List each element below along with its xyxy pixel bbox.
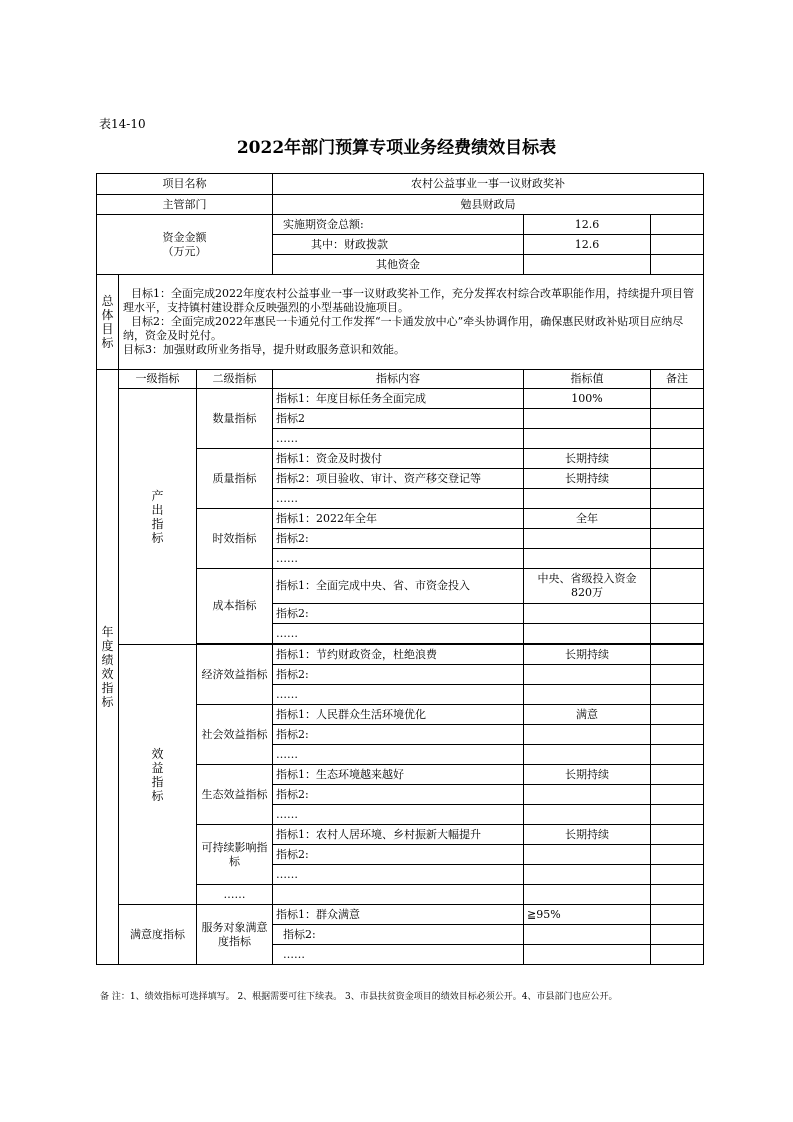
economic-value-1: 长期持续 — [524, 645, 651, 665]
quantity-indicator: 数量指标 — [197, 389, 273, 449]
cost-item-1: 指标1：全面完成中央、省、市资金投入 — [273, 569, 524, 604]
total-fund-label: 实施期资金总额: — [273, 215, 524, 235]
fund-label: 资金金额 — [162, 230, 207, 244]
project-name-value: 农村公益事业一事一议财政奖补 — [273, 174, 704, 195]
social-ellipsis: …… — [273, 745, 524, 765]
goal-1: 目标1：全面完成2022年度农村公益事业一事一议财政奖补工作，充分发挥农村综合改革职能作用，持续提升项目管理水平，支持镇村建设群众反映强烈的小型基础设施项目。 — [123, 287, 694, 314]
timeliness-item-1: 指标1：2022年全年 — [273, 509, 524, 529]
sustainable-item-1: 指标1：农村人居环境、乡村振新大幅提升 — [273, 825, 524, 845]
fiscal-fund-label: 其中：财政拨款 — [273, 235, 524, 255]
sustainable-item-2: 指标2: — [273, 845, 524, 865]
ecological-item-2: 指标2: — [273, 785, 524, 805]
quantity-item-1: 指标1：年度目标任务全面完成 — [273, 389, 524, 409]
social-value-1: 满意 — [524, 705, 651, 725]
quality-value-1: 长期持续 — [524, 449, 651, 469]
social-item-2: 指标2: — [273, 725, 524, 745]
col-value: 指标值 — [524, 370, 651, 389]
cost-value-1: 中央、省级投入资金820万 — [524, 569, 651, 604]
timeliness-indicator: 时效指标 — [197, 509, 273, 569]
document-number: 表14-10 — [99, 117, 146, 131]
ecological-indicator: 生态效益指标 — [197, 765, 273, 825]
quantity-item-2: 指标2 — [273, 409, 524, 429]
timeliness-item-2: 指标2: — [273, 529, 524, 549]
dept-value: 勉县财政局 — [273, 195, 704, 215]
col-content: 指标内容 — [273, 370, 524, 389]
economic-item-1: 指标1：节约财政资金，杜绝浪费 — [273, 645, 524, 665]
economic-item-2: 指标2: — [273, 665, 524, 685]
ecological-item-1: 指标1：生态环境越来越好 — [273, 765, 524, 785]
col-level1: 一级指标 — [119, 370, 197, 389]
quality-item-2: 指标2：项目验收、审计、资产移交登记等 — [273, 469, 524, 489]
service-value-1: ≧95% — [524, 905, 651, 925]
service-ellipsis: …… — [273, 945, 524, 965]
output-indicator-label: 产 出 指 标 — [119, 389, 197, 645]
service-item-1: 指标1：群众满意 — [273, 905, 524, 925]
performance-target-table — [96, 173, 704, 965]
benefit-indicator-label: 效 益 指 标 — [119, 645, 197, 905]
cost-indicator: 成本指标 — [197, 569, 273, 644]
cost-item-2: 指标2: — [273, 604, 524, 624]
fund-unit: （万元） — [162, 244, 207, 258]
quality-value-2: 长期持续 — [524, 469, 651, 489]
cost-ellipsis: …… — [273, 624, 524, 644]
economic-ellipsis: …… — [273, 685, 524, 705]
goal-3: 目标3：加强财政所业务指导，提升财政服务意识和效能。 — [123, 343, 405, 356]
ecological-value-1: 长期持续 — [524, 765, 651, 785]
other-fund-value — [524, 255, 651, 275]
service-satisfaction-indicator: 服务对象满意度指标 — [197, 905, 273, 965]
goal-2: 目标2：全面完成2022年惠民一卡通兑付工作发挥“一卡通发放中心”牵头协调作用，确保惠民财政补贴项目应纳尽纳，资金及时兑付。 — [123, 315, 684, 342]
other-fund-label: 其他资金 — [273, 255, 524, 275]
service-item-2: 指标2: — [273, 925, 524, 945]
sustainable-ellipsis: …… — [273, 865, 524, 885]
quality-ellipsis: …… — [273, 489, 524, 509]
sustainable-value-1: 长期持续 — [524, 825, 651, 845]
col-remark: 备注 — [651, 370, 704, 389]
annual-indicator-label: 年 度 绩 效 指 标 — [97, 370, 119, 965]
ecological-ellipsis: …… — [273, 805, 524, 825]
total-fund-value: 12.6 — [524, 215, 651, 235]
fiscal-fund-value: 12.6 — [524, 235, 651, 255]
quality-item-1: 指标1：资金及时拨付 — [273, 449, 524, 469]
timeliness-ellipsis: …… — [273, 549, 524, 569]
satisfaction-indicator-label: 满意度指标 — [119, 905, 197, 965]
overall-goal-label: 总 体 目 标 — [97, 275, 119, 370]
page-title: 2022年部门预算专项业务经费绩效目标表 — [236, 138, 557, 158]
quality-indicator: 质量指标 — [197, 449, 273, 509]
quantity-ellipsis: …… — [273, 429, 524, 449]
social-indicator: 社会效益指标 — [197, 705, 273, 765]
project-name-label: 项目名称 — [97, 174, 273, 195]
economic-indicator: 经济效益指标 — [197, 645, 273, 705]
timeliness-value-1: 全年 — [524, 509, 651, 529]
dept-label: 主管部门 — [97, 195, 273, 215]
benefit-more-ellipsis: …… — [197, 885, 273, 905]
overall-goals — [119, 275, 704, 370]
fund-amount-label — [97, 215, 273, 275]
footnote: 备 注：1、绩效指标可选择填写。 2、根据需要可往下续表。 3、市县扶贫资金项目的绩效目标必须公开。4、市县部门也应公开。 — [100, 992, 618, 1002]
col-level2: 二级指标 — [197, 370, 273, 389]
social-item-1: 指标1：人民群众生活环境优化 — [273, 705, 524, 725]
quantity-value-1: 100% — [524, 389, 651, 409]
sustainable-indicator: 可持续影响指标 — [197, 825, 273, 885]
